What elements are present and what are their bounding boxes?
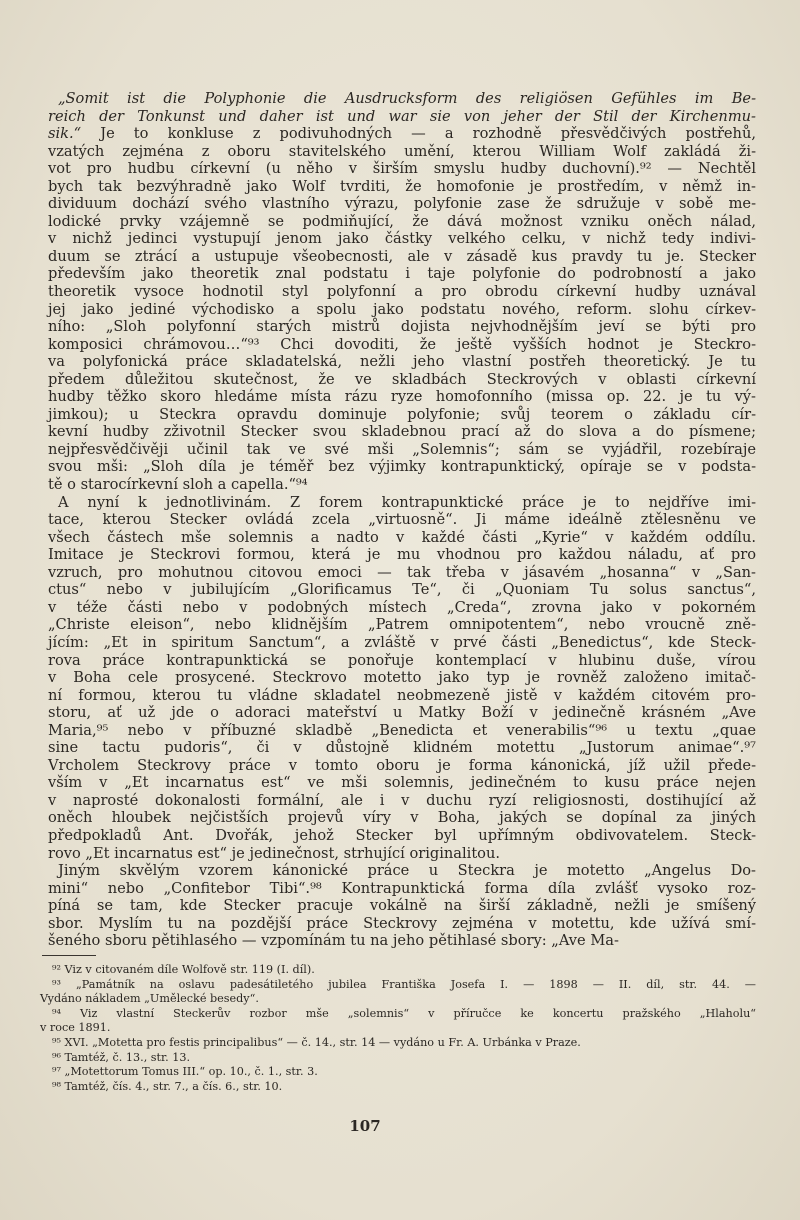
line-text: mini“ nebo „Confitebor Tibi“.⁹⁸ Kontrapunktická forma díla zvlášť vysoko roz- <box>48 879 756 897</box>
line-text: sine tactu pudoris“, či v důstojně klidném motettu „Justorum animae“.⁹⁷ <box>48 739 756 757</box>
footnote-line: ⁹⁶ Tamtéž, č. 13., str. 13. <box>52 1050 191 1064</box>
line-text: rova práce kontrapunktická se ponořuje kontemplací v hlubinu duše, vírou <box>48 651 756 669</box>
text-line <box>48 301 756 319</box>
line-text: sbor. Myslím tu na pozdější práce Steckrovy zejména v motettu, kde užívá smí- <box>48 914 756 932</box>
line-text: svou mši: „Sloh díla je téměř bez výjimky kontrapunktický, opíraje se v podsta- <box>48 458 756 476</box>
footnote <box>40 1051 756 1066</box>
text-line <box>48 599 756 617</box>
line-text: všech částech mše solemnis a nadto v každé části „Kyrie“ v každém oddílu. <box>48 528 756 546</box>
text-line <box>48 108 756 126</box>
line-text: v téže části nebo v podobných místech „Creda“, zrovna jako v pokorném <box>48 598 756 616</box>
footnote-line: ⁹² Viz v citovaném díle Wolfově str. 119 (I. díl). <box>52 963 315 976</box>
line-text: vzatých zejména z oboru stavitelského umění, kterou William Wolf zakládá ži- <box>48 142 756 160</box>
footnote-line: ⁹⁵ XVI. „Motetta pro festis principalibus“ — č. 14., str. 14 — vydáno u Fr. A. Urbánka v Praze. <box>52 1035 581 1049</box>
line-text: dividuum dochází svého vlastního výrazu, polyfonie zase že sdružuje v sobě me- <box>48 195 756 213</box>
text-line <box>48 809 756 827</box>
line-text: kevní hudby zživotnil Stecker svou skladebnou prací až do slova a do písmene; <box>48 423 756 441</box>
text-line <box>48 880 756 898</box>
text-line <box>48 143 756 161</box>
text-line <box>48 458 756 476</box>
line-text: v naprosté dokonalosti formální, ale i v duchu ryzí religiosnosti, dostihující až <box>48 791 756 809</box>
line-text: v Boha cele prosycené. Steckrovo motetto jako typ je rovněž založeno imitač- <box>48 669 756 687</box>
line-text: tě o starocírkevní sloh a capella.“⁹⁴ <box>48 476 308 494</box>
line-text: duum se ztrácí a ustupuje všeobecnosti, ale v zásadě kus pravdy tu je. Stecker <box>48 247 756 265</box>
line-text: „Christe eleison“, nebo klidnějším „Patrem omnipotentem“, nebo vroucně zně- <box>48 616 756 634</box>
text-line <box>48 704 756 722</box>
text-line <box>48 687 756 705</box>
line-text: šeného sboru pětihlasého — vzpomínám tu na jeho pětihlasé sbory: „Ave Ma- <box>48 932 619 950</box>
text-line <box>48 634 756 652</box>
line-text: píná se tam, kde Stecker pracuje vokálně na širší základně, nežli je smíšený <box>48 897 756 915</box>
line-text: va polyfonická práce skladatelská, nežli jeho vlastní postřeh theoretický. Je tu <box>48 353 756 371</box>
text-line <box>48 932 756 950</box>
footnote-line: v roce 1891. <box>40 1021 111 1035</box>
text-line <box>48 845 756 863</box>
text-line <box>48 423 756 441</box>
footnotes <box>40 963 756 1094</box>
paragraph <box>48 494 756 862</box>
line-text: v nichž jedinci vystupují jenom jako částky velkého celku, v nichž tedy indivi- <box>48 230 756 248</box>
italic-quote: reich der Tonkunst und daher ist und war sie von jeher der Stil der Kirchenmu- <box>48 107 756 125</box>
line-text: vzruch, pro mohutnou citovou emoci — tak třeba v jásavém „hosanna“ v „San- <box>48 563 756 581</box>
line-text: hudby těžko skoro hledáme místa rázu ryze homofonního (missa op. 22. je tu vý- <box>48 388 756 406</box>
footnote <box>40 1080 756 1095</box>
text-line <box>48 757 756 775</box>
line-text: Imitace je Steckrovi formou, která je mu vhodnou pro každou náladu, ať pro <box>48 546 756 564</box>
text-line <box>48 897 756 915</box>
text-line <box>48 406 756 424</box>
footnote <box>40 1007 756 1036</box>
line-text: ního: „Sloh polyfonní starých mistrů dojista nejvhodnějším jeví se býti pro <box>48 318 756 336</box>
text-line <box>48 213 756 231</box>
line-text: nejpřesvědčivěji učinil tak ve své mši „Solemnis“; sám se vyjádřil, rozebíraje <box>48 440 756 458</box>
page-number: 107 <box>349 1117 381 1135</box>
text-line <box>48 441 756 459</box>
line-text: Maria,⁹⁵ nebo v příbuzné skladbě „Benedicta et venerabilis“⁹⁶ u textu „quae <box>48 721 756 739</box>
line-text: jej jako jediné východisko a spolu jako podstatu nového, reform. slohu církev- <box>48 300 756 318</box>
line-text: předpokladů Ant. Dvořák, jehož Stecker byl upřímným obdivovatelem. Steck- <box>48 826 756 844</box>
line-text: tace, kterou Stecker ovládá zcela „virtuosně“. Ji máme ideálně ztělesněnu ve <box>48 511 756 529</box>
line-text: vot pro hudbu církevní (u něho v širším smyslu hudby duchovní).⁹² — Nechtěl <box>48 160 756 178</box>
line-text: jícím: „Et in spiritum Sanctum“, a zvláště v prvé části „Benedictus“, kde Steck- <box>48 633 756 651</box>
line-text: předem důležitou skutečnost, že ve skladbách Steckrových v oblasti církevní <box>48 370 756 388</box>
text-line <box>48 792 756 810</box>
line-text: vším v „Et incarnatus est“ ve mši solemnis, jedinečném to kusu práce nejen <box>48 774 756 792</box>
text-line <box>48 546 756 564</box>
text-line <box>48 125 756 143</box>
line-text: jimkou); u Steckra opravdu dominuje polyfonie; svůj teorem o základu cír- <box>48 405 756 423</box>
footnote <box>40 1036 756 1051</box>
text-line <box>48 388 756 406</box>
footnote-line: ⁹³ „Památník na oslavu padesátiletého jubilea Františka Josefa I. — 1898 — II. díl, str. 44. — <box>52 977 756 991</box>
line-text: lodické prvky vzájemně se podmiňující, že dává možnost vzniku oněch nálad, <box>48 212 756 230</box>
text-line <box>48 722 756 740</box>
line-text: především jako theoretik znal podstatu i taje polyfonie do podrobností a jako <box>48 265 756 283</box>
text-line <box>48 178 756 196</box>
text-line <box>48 90 756 108</box>
text-line <box>48 669 756 687</box>
text-line <box>48 774 756 792</box>
line-text: storu, ať už jde o adoraci mateřství u Matky Boží v jedinečně krásném „Ave <box>48 704 756 722</box>
line-text: Jiným skvělým vzorem kánonické práce u Steckra je motetto „Angelus Do- <box>58 862 756 880</box>
footnote-line: ⁹⁷ „Motettorum Tomus III.“ op. 10., č. 1., str. 3. <box>52 1065 318 1079</box>
text-line <box>48 581 756 599</box>
footnote <box>40 978 756 1007</box>
text-line <box>48 616 756 634</box>
paragraph <box>48 90 756 494</box>
line-text: komposici chrámovou…“⁹³ Chci dovoditi, že ještě vyšších hodnot je Steckro- <box>48 335 756 353</box>
italic-quote: „Somit ist die Polyphonie die Ausdrucksform des religiösen Gefühles im Be- <box>58 90 756 107</box>
text-line <box>48 564 756 582</box>
text-line <box>48 827 756 845</box>
line-text: Vrcholem Steckrovy práce v tomto oboru je forma kánonická, jíž užil přede- <box>48 756 756 774</box>
line-text: theoretik vysoce hodnotil styl polyfonní a pro obrodu církevní hudby uznával <box>48 283 756 301</box>
footnote <box>40 1065 756 1080</box>
text-line <box>48 265 756 283</box>
line-text: Je to konkluse z podivuhodných — a rozhodně přesvědčivých postřehů, <box>81 125 756 143</box>
text-line <box>48 353 756 371</box>
main-text <box>48 90 756 950</box>
text-line <box>48 160 756 178</box>
text-line <box>48 336 756 354</box>
text-line <box>48 371 756 389</box>
text-line <box>48 529 756 547</box>
line-text: A nyní k jednotlivinám. Z forem kontrapunktické práce je to nejdříve imi- <box>58 493 756 511</box>
text-line <box>48 195 756 213</box>
paragraph <box>48 862 756 950</box>
text-line <box>48 652 756 670</box>
line-text: rovo „Et incarnatus est“ je jedinečnost, strhující originalitou. <box>48 844 501 862</box>
line-text: oněch hloubek nejčistších projevů víry v Boha, jakých se dopínal za jiných <box>48 809 756 827</box>
text-line <box>48 915 756 933</box>
text-line <box>48 476 756 494</box>
footnote-line: ⁹⁴ Viz vlastní Steckerův rozbor mše „solemnis“ v příručce ke koncertu pražského „Hlaholu“ <box>52 1006 756 1020</box>
text-line <box>48 494 756 512</box>
line-text: ctus“ nebo v jubilujícím „Glorificamus Te“, či „Quoniam Tu solus sanctus“, <box>48 581 756 599</box>
text-line <box>48 318 756 336</box>
line-text: ní formou, kterou tu vládne skladatel neobmezeně jistě v každém citovém pro- <box>48 686 756 704</box>
text-line <box>48 511 756 529</box>
line-text: bych tak bezvýhradně jako Wolf tvrditi, že homofonie je prostředím, v němž in- <box>48 177 756 195</box>
footnote <box>40 963 756 978</box>
text-line <box>48 739 756 757</box>
footnote-line: Vydáno nákladem „Umělecké besedy“. <box>40 992 259 1006</box>
text-line <box>48 862 756 880</box>
footnote-separator <box>42 955 96 956</box>
text-line <box>48 230 756 248</box>
text-line <box>48 283 756 301</box>
text-line <box>48 248 756 266</box>
footnote-line: ⁹⁸ Tamtéž, čís. 4., str. 7., a čís. 6., str. 10. <box>52 1079 283 1093</box>
italic-quote: sik.“ <box>48 125 82 143</box>
